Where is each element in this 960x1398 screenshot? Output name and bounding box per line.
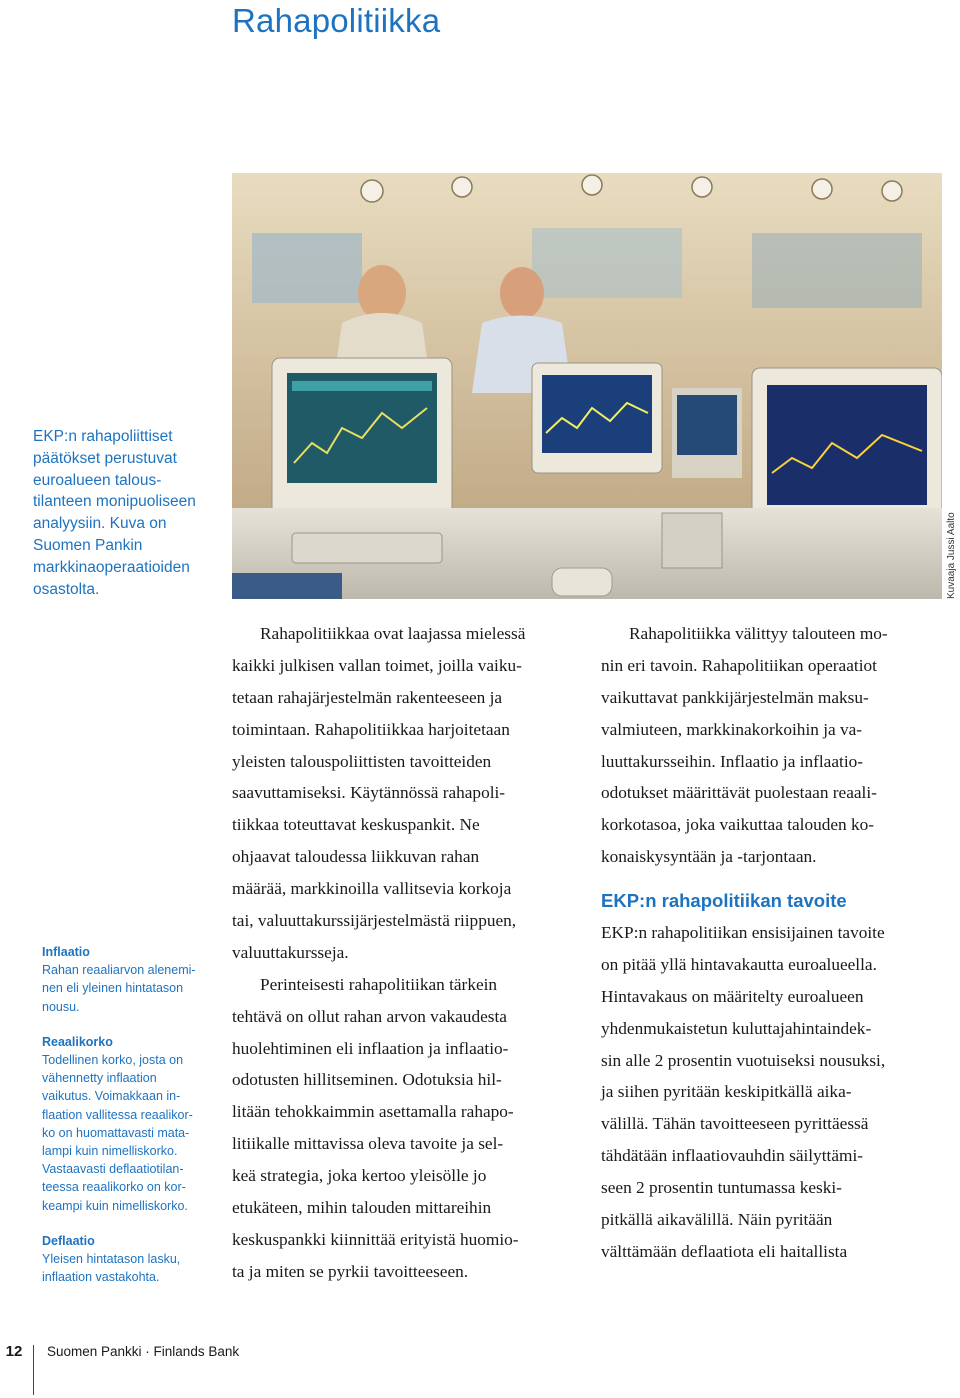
body-line: litiikalle mittavissa oleva tavoite ja sel-: [232, 1134, 504, 1154]
body-line: ohjaavat taloudessa liikkuvan rahan: [232, 847, 480, 867]
glossary-definition: [42, 1250, 217, 1286]
caption-line: päätökset perustuvat: [33, 449, 177, 467]
definition-line: inflaation vastakohta.: [42, 1270, 160, 1285]
caption-line: osastolta.: [33, 580, 100, 598]
caption-line: tilanteen monipuoliseen: [33, 493, 196, 511]
definition-line: ko on huomattavasti mata-: [42, 1125, 190, 1140]
glossary-entry-deflaatio: [42, 1232, 217, 1287]
body-line: vaikuttavat pankkijärjestelmän maksu-: [601, 687, 869, 707]
definition-line: teessa reaalikorko on kor-: [42, 1180, 186, 1195]
definition-line: lampi kuin nimelliskorko.: [42, 1144, 178, 1159]
body-line: Hintavakaus on määritelty euroalueen: [601, 986, 864, 1006]
body-line: toimintaan. Rahapolitiikkaa harjoitetaan: [232, 719, 510, 739]
body-line: korkotasoa, joka vaikuttaa talouden ko-: [601, 815, 875, 835]
body-line: pitkällä aikavälillä. Näin pyritään: [601, 1210, 833, 1230]
body-column-middle: [232, 618, 577, 1288]
glossary-entry-reaalikorko: [42, 1033, 217, 1215]
glossary-sidebar: [42, 943, 217, 1303]
caption-line: analyysiin. Kuva on: [33, 515, 167, 533]
body-line: määrää, markkinoilla vallitsevia korkoja: [232, 879, 512, 899]
glossary-term: Inflaatio: [42, 945, 90, 959]
definition-line: Rahan reaaliarvon alenemi-: [42, 963, 196, 978]
body-line: Perinteisesti rahapolitiikan tärkein: [260, 974, 498, 994]
body-line: valuuttakursseja.: [232, 942, 349, 962]
definition-line: Vastaavasti deflaatiotilan-: [42, 1162, 184, 1177]
glossary-term: Deflaatio: [42, 1233, 95, 1248]
body-line: ta ja miten se pyrkii tavoitteeseen.: [232, 1261, 469, 1281]
body-line: tiikkaa toteuttavat keskuspankit. Ne: [232, 815, 480, 835]
body-line: tehtävä on ollut rahan arvon vakaudesta: [232, 1006, 507, 1026]
body-line: konaiskysyntään ja -tarjontaan.: [601, 847, 817, 867]
body-line: odotusten hillitseminen. Odotuksia hil-: [232, 1070, 502, 1090]
footer-publisher: Suomen Pankki · Finlands Bank: [47, 1344, 240, 1359]
body-line: välillä. Tähän tavoitteeseen pyrittäessä: [601, 1114, 869, 1134]
page-title: Rahapolitiikka: [232, 2, 441, 39]
body-line: nin eri tavoin. Rahapolitiikan operaatiot: [601, 655, 877, 675]
glossary-definition: [42, 1051, 217, 1215]
body-line: ja siihen pyritään keskipitkällä aika-: [601, 1082, 852, 1102]
caption-line: EKP:n rahapoliittiset: [33, 428, 173, 445]
photo-credit: Kuvaaja Jussi Aalto: [946, 512, 957, 599]
body-line: EKP:n rahapolitiikan ensisijainen tavoite: [601, 923, 885, 943]
body-line: seen 2 prosentin tuntumassa keski-: [601, 1178, 842, 1198]
body-line: yleisten talouspoliittisten tavoitteiden: [232, 751, 492, 771]
body-line: välttämään deflaatiota eli haitallista: [601, 1241, 848, 1261]
definition-line: nousu.: [42, 999, 80, 1014]
body-line: keä strategia, joka kertoo yleisölle jo: [232, 1166, 487, 1186]
body-line: litään tehokkaimmin asettamalla rahapo-: [232, 1102, 514, 1122]
body-line: valmiuteen, markkinakorkoihin ja va-: [601, 719, 863, 739]
glossary-entry-inflaatio: [42, 943, 217, 1016]
glossary-term: Reaalikorko: [42, 1034, 113, 1049]
caption-line: Suomen Pankin: [33, 536, 143, 554]
definition-line: keampi kuin nimelliskorko.: [42, 1198, 188, 1213]
definition-line: Yleisen hintatason lasku,: [42, 1252, 181, 1267]
body-line: kaikki julkisen vallan toimet, joilla vaiku-: [232, 655, 522, 675]
body-line: tai, valuuttakurssijärjestelmästä riippuen,: [232, 911, 517, 931]
glossary-definition: [42, 961, 217, 1016]
definition-line: vaikutus. Voimakkaan in-: [42, 1089, 181, 1104]
caption-line: markkinaoperaatioiden: [33, 558, 190, 576]
definition-line: nen eli yleinen hintatason: [42, 981, 184, 996]
body-line: saavuttamiseksi. Käytännössä rahapoli-: [232, 783, 506, 803]
body-line: tetaan rahajärjestelmän rakenteeseen ja: [232, 687, 503, 707]
body-line: huolehtiminen eli inflaation ja inflaatio-: [232, 1038, 509, 1058]
body-line: odotukset määrittävät puolestaan reaali-: [601, 783, 877, 803]
body-column-right: [601, 618, 946, 1268]
body-line: luuttakursseihin. Inflaatio ja inflaatio-: [601, 751, 864, 771]
body-line: etukäteen, mihin talouden mittareihin: [232, 1198, 492, 1218]
photo-caption: [33, 426, 213, 600]
definition-line: flaation vallitessa reaalikor-: [42, 1107, 193, 1122]
body-line: Rahapolitiikka välittyy talouteen mo-: [629, 624, 888, 643]
definition-line: Todellinen korko, josta on: [42, 1053, 184, 1068]
caption-line: euroalueen talous-: [33, 471, 162, 489]
body-line: sin alle 2 prosentin vuotuiseksi nousuksi,: [601, 1050, 886, 1070]
section-heading: EKP:n rahapolitiikan tavoite: [601, 890, 847, 912]
body-line: on pitää yllä hintavakautta euroalueella.: [601, 954, 877, 974]
body-line: Rahapolitiikkaa ovat laajassa mielessä: [260, 624, 526, 643]
body-line: yhdenmukaistetun kuluttajahintaindek-: [601, 1018, 872, 1038]
page-number: 12: [5, 1343, 23, 1360]
body-line: tähdätään inflaatiovauhdin säilyttämi-: [601, 1146, 864, 1166]
definition-line: vähennetty inflaation: [42, 1071, 157, 1086]
footer-divider: [33, 1345, 34, 1395]
body-line: keskuspankki kiinnittää erityistä huomio-: [232, 1229, 519, 1249]
photo-trading-room: [232, 173, 942, 599]
